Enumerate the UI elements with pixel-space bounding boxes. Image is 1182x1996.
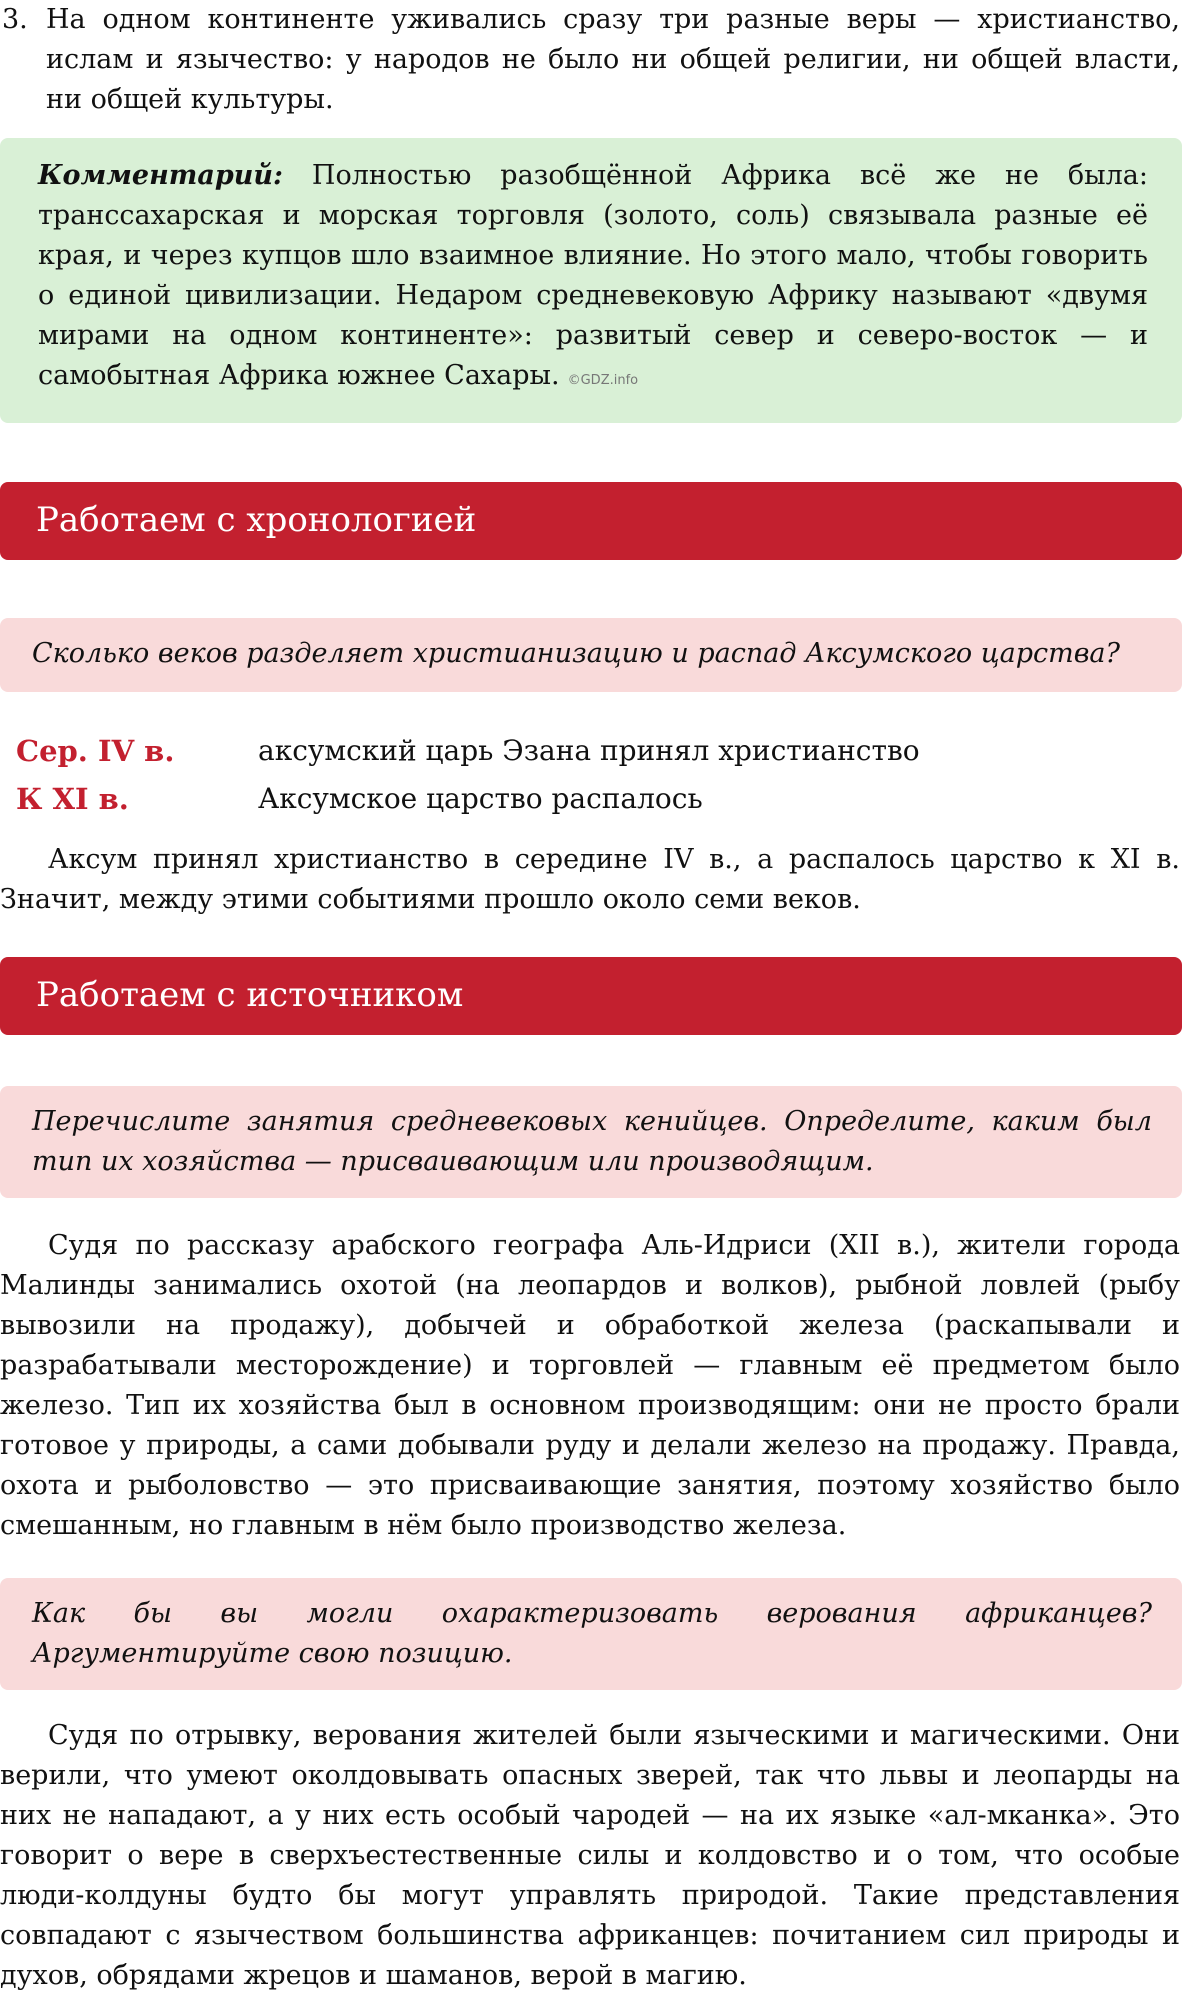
section-header-source <box>0 957 1182 1035</box>
item-number: 3. <box>2 4 28 35</box>
list-item-3 <box>0 0 1180 120</box>
section-header-chronology <box>0 482 1182 560</box>
question-text: Как бы вы могли охарактеризовать верования африканцев? Аргументируйте свою позицию. <box>32 1598 1152 1669</box>
answer-text: Судя по рассказу арабского географа Аль-Идриси (XII в.), жители города Малинды занимались охотой (на леопардов и волков), рыбной ловлей (рыбу вывозили на продажу), добычей и обработкой железа (раскапывали и разрабатывали месторождение) и торговлей — главным её предметом было железо. Тип их хозяйства был в основном производящим: они не просто брали готовое у природы, а сами добывали руду и делали железо на продажу. Правда, охота и рыболовство — это присваивающие занятия, поэтому хозяйство было смешанным, но главным в нём было производство железа. <box>0 1230 1180 1541</box>
chronology-event: Аксумское царство распалось <box>258 782 703 815</box>
question-text: Перечислите занятия средневековых кенийцев. Определите, каким был тип их хозяйства — присваивающим или производящим. <box>32 1106 1152 1177</box>
answer-chronology <box>0 840 1180 920</box>
chronology-row <box>0 780 1182 828</box>
chronology-row <box>0 732 1182 780</box>
answer-source-1 <box>0 1226 1180 1546</box>
chronology-date: Сер. IV в. <box>16 734 175 768</box>
item-text: На одном континенте уживались сразу три разные веры — христианство, ислам и язычество: у народов не было ни общей религии, ни общей власти, ни общей культуры. <box>46 4 1180 115</box>
chronology-date: К XI в. <box>16 782 129 816</box>
question-box-chronology <box>0 618 1182 692</box>
answer-text: Судя по отрывку, верования жителей были языческими и магическими. Они верили, что умеют околдовывать опасных зверей, так что львы и леопарды на них не нападают, а у них есть особый чародей — на их языке «ал-мканка». Это говорит о вере в сверхъестественные силы и колдовство и о том, что особые люди-колдуны будто бы могут управлять природой. Такие представления совпадают с язычеством большинства африканцев: почитанием сил природы и духов, обрядами жрецов и шаманов, верой в магию. <box>0 1720 1180 1991</box>
question-box-source-1 <box>0 1086 1182 1198</box>
chronology-event: аксумский царь Эзана принял христианство <box>258 734 920 767</box>
gdz-tag: ©GDZ.info <box>567 373 639 388</box>
section-title: Работаем с источником <box>36 975 464 1015</box>
comment-label: Комментарий: <box>38 160 283 191</box>
section-title: Работаем с хронологией <box>36 500 477 540</box>
question-text: Сколько веков разделяет христианизацию и распад Аксумского царства? <box>32 638 1120 669</box>
comment-text: Полностью разобщённой Африка всё же не была: транссахарская и морская торговля (золото, соль) связывала разные её края, и через купцов шло взаимное влияние. Но этого мало, чтобы говорить о единой цивилизации. Недаром средневековую Африку называют «двумя мирами на одном континенте»: развитый север и северо-восток — и самобытная Африка южнее Сахары. <box>38 160 1148 391</box>
answer-text: Аксум принял христианство в середине IV в., а распалось царство к XI в. Значит, между этими событиями прошло около семи веков. <box>0 844 1180 915</box>
question-box-source-2 <box>0 1578 1182 1690</box>
chronology-table <box>0 732 1182 828</box>
comment-paragraph <box>38 156 1148 401</box>
comment-box <box>0 138 1182 423</box>
answer-source-2 <box>0 1716 1180 1996</box>
